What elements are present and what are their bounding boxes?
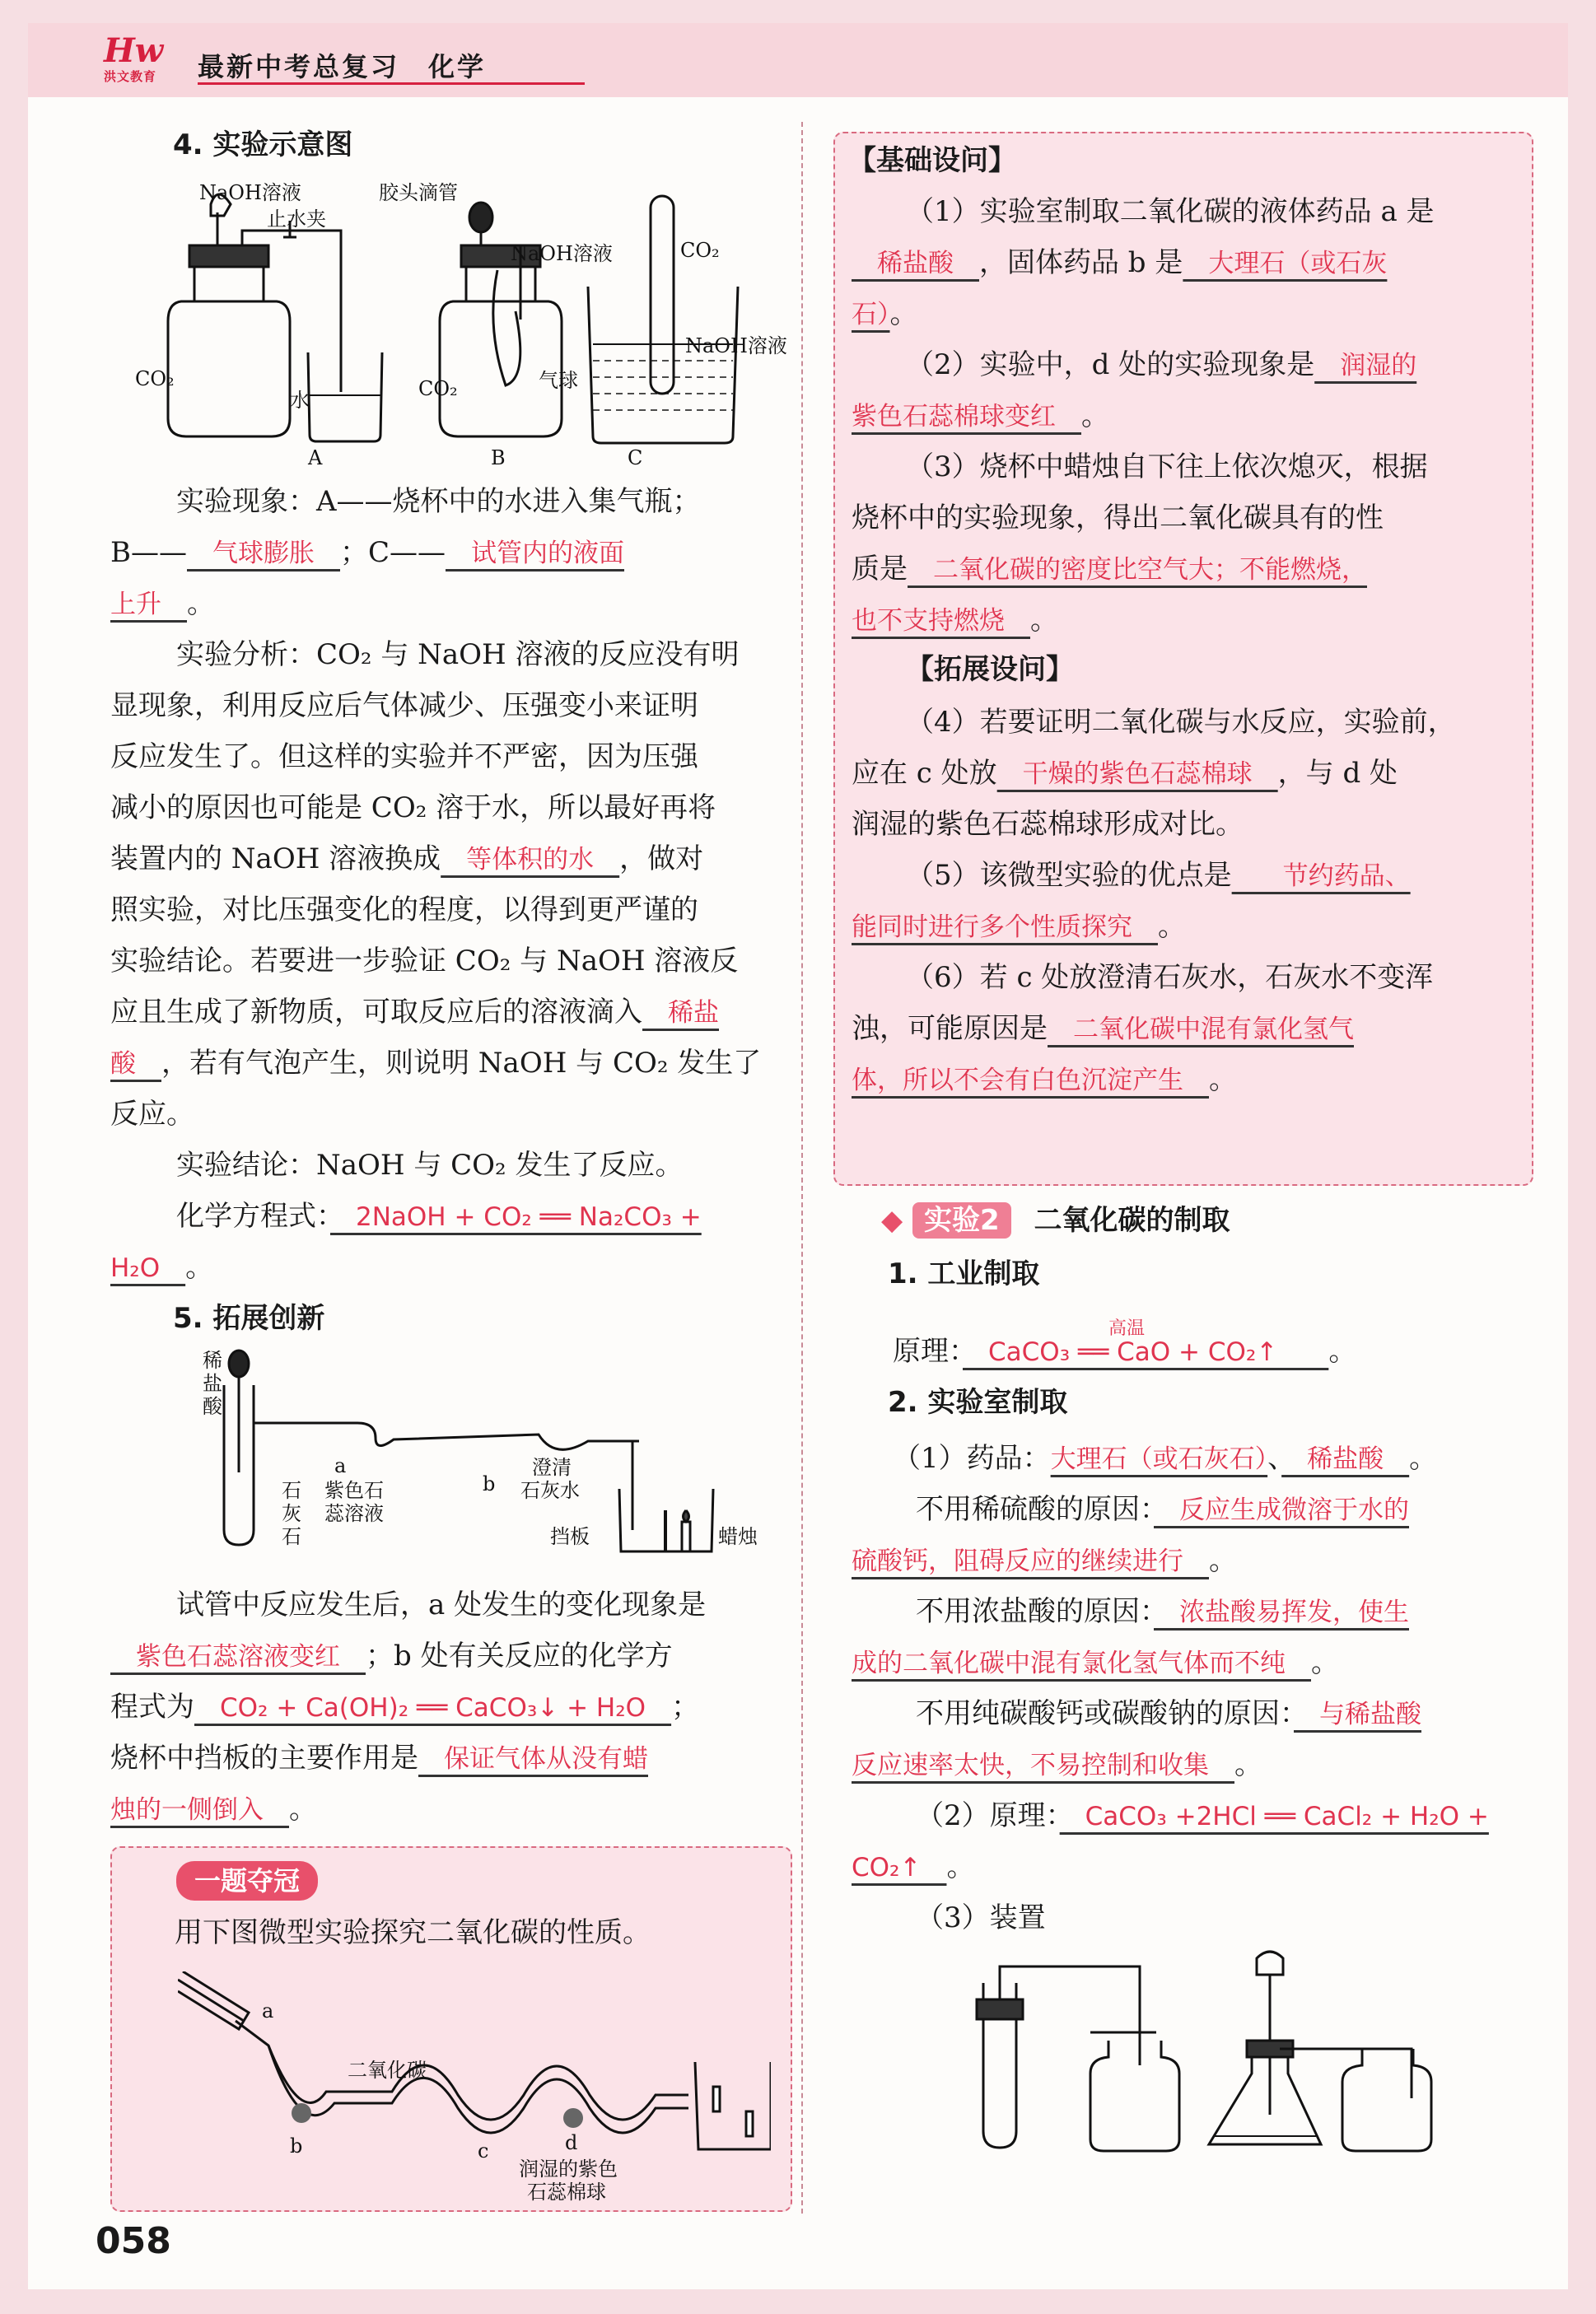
- micro-co2: 二氧化碳: [348, 2059, 427, 2082]
- q5-line-2: 紫色石蕊溶液变红 ；b 处有关反应的化学方: [110, 1640, 673, 1673]
- rq6-line-3: 体，所以不会有白色沉淀产生 。: [852, 1063, 1237, 1096]
- answer-liquid-rise-b: 上升: [110, 590, 187, 619]
- rq6-line-2: 浊，可能原因是 二氧化碳中混有氯化氢气: [852, 1012, 1354, 1045]
- industrial-principle: 原理： CaCO₃ ══ CaO + CO₂↑ 。: [893, 1335, 1357, 1368]
- rq3-line-2: 烧杯中的实验现象，得出二氧化碳具有的性: [852, 502, 1384, 534]
- answer-hcl-b: 酸: [110, 1049, 161, 1079]
- fig5-litmus-1: 紫色石: [324, 1479, 384, 1502]
- phenomenon-line-3: 上升 。: [110, 587, 215, 620]
- analysis-line-2: 显现象，利用反应后气体减少、压强变小来证明: [110, 689, 698, 722]
- answer-limewater-equation: CO₂ + Ca(OH)₂ ══ CaCO₃↓ + H₂O: [194, 1693, 672, 1723]
- header-underline: [198, 82, 585, 85]
- device-label: （3）装置: [916, 1901, 1046, 1934]
- section-4-title: 4. 实验示意图: [173, 128, 353, 161]
- analysis-line-6: 照实验，对比压强变化的程度，以得到更严谨的: [110, 893, 698, 926]
- micro-b: b: [290, 2134, 303, 2158]
- fig5-litmus-2: 蕊溶液: [324, 1502, 384, 1525]
- fig-a-clamp-label: 止水夹: [267, 208, 326, 231]
- fig5-acid-1: 稀: [203, 1349, 222, 1372]
- micro-c: c: [478, 2139, 489, 2162]
- rq5-line-2: 能同时进行多个性质探究 。: [852, 910, 1186, 943]
- fig-c-naoh-label: NaOH溶液: [685, 334, 787, 357]
- answer-equation-a: 2NaOH + CO₂ ══ Na₂CO₃ +: [330, 1202, 702, 1232]
- section-5-title: 5. 拓展创新: [173, 1302, 325, 1335]
- q5-line-5: 烛的一侧倒入 。: [110, 1793, 317, 1826]
- drop-icon: ◆: [881, 1204, 903, 1237]
- answer-density-b: 也不支持燃烧: [852, 606, 1030, 636]
- champion-question: 用下图微型实验探究二氧化碳的性质。: [175, 1916, 651, 1949]
- fig-b-caption: B: [491, 446, 506, 469]
- fig-a-co2-label: CO₂: [135, 367, 175, 390]
- fig5-candle: 蜡烛: [718, 1525, 758, 1548]
- lab-title: 2. 实验室制取: [888, 1386, 1068, 1419]
- extended-questions-tag: 【拓展设问】: [906, 653, 1074, 686]
- champion-tag: 一题夺冠: [176, 1861, 318, 1901]
- reason-3-line-1: 不用纯碳酸钙或碳酸钠的原因： 与稀盐酸: [916, 1697, 1421, 1730]
- figure-abc-apparatus: [135, 180, 794, 476]
- analysis-line-3: 反应发生了。但这样的实验并不严密，因为压强: [110, 740, 698, 773]
- figure-lab-device: [967, 1950, 1494, 2164]
- answer-liquid-rise-a: 试管内的液面: [446, 539, 625, 568]
- rq1-line-3: 石）。: [852, 297, 918, 330]
- fig5-baffle: 挡板: [550, 1525, 590, 1548]
- conclusion-line: 实验结论：NaOH 与 CO₂ 发生了反应。: [176, 1149, 684, 1182]
- analysis-line-4: 减小的原因也可能是 CO₂ 溶于水，所以最好再将: [110, 791, 716, 824]
- column-divider: [801, 122, 803, 2214]
- reason-1-line-1: 不用稀硫酸的原因： 反应生成微溶于水的: [916, 1493, 1409, 1526]
- answer-marble-drug: 大理石（或石灰石）: [1050, 1444, 1268, 1474]
- principle-line-2: CO₂↑ 。: [852, 1850, 975, 1883]
- fig-c-co2-label: CO₂: [680, 239, 720, 262]
- answer-litmus-red: 紫色石蕊溶液变红: [110, 1642, 366, 1672]
- fig-a-water-label: 水: [290, 389, 310, 412]
- equation-line-1: 化学方程式： 2NaOH + CO₂ ══ Na₂CO₃ +: [176, 1200, 702, 1233]
- experiment-2-heading: [881, 1197, 1230, 1238]
- analysis-line-1: 实验分析：CO₂ 与 NaOH 溶液的反应没有明: [176, 638, 740, 671]
- answer-r3-b: 反应速率太快，不易控制和收集: [852, 1751, 1234, 1780]
- answer-hcl-gas-a: 二氧化碳中混有氯化氢气: [1048, 1015, 1354, 1044]
- rq1-line-2: 稀盐酸 ，固体药品 b 是 大理石（或石灰: [852, 246, 1388, 279]
- industrial-title: 1. 工业制取: [888, 1257, 1040, 1290]
- fig5-a: a: [334, 1454, 347, 1477]
- phenomenon-line-2: B—— 气球膨胀 ；C—— 试管内的液面: [110, 536, 625, 569]
- page-sheet: [28, 23, 1568, 2289]
- fig-c-caption: C: [628, 446, 643, 469]
- answer-lab-equation-b: CO₂↑: [852, 1853, 947, 1882]
- answer-baffle-a: 保证气体从没有蜡: [418, 1744, 648, 1774]
- fig-a-naoh-label: NaOH溶液: [199, 181, 301, 204]
- rq3-line-3: 质是 二氧化碳的密度比空气大；不能燃烧，: [852, 553, 1367, 585]
- answer-d-red-b: 紫色石蕊棉球变红: [852, 402, 1081, 432]
- figure-micro-experiment: [178, 1971, 771, 2202]
- basic-questions-tag: 【基础设问】: [848, 144, 1016, 177]
- rq3-line-4: 也不支持燃烧 。: [852, 604, 1058, 637]
- phenomenon-line-1: 实验现象：A——烧杯中的水进入集气瓶；: [176, 485, 701, 518]
- answer-density-a: 二氧化碳的密度比空气大；不能燃烧，: [908, 555, 1367, 585]
- high-temp-condition: 高温: [1108, 1318, 1146, 1339]
- analysis-line-9: 酸 ，若有气泡产生，则说明 NaOH 与 CO₂ 发生了: [110, 1047, 762, 1080]
- analysis-line-5: 装置内的 NaOH 溶液换成 等体积的水 ，做对: [110, 842, 704, 875]
- fig5-limewater-1: 澄清: [532, 1456, 572, 1479]
- fig-b-balloon-label: 气球: [539, 369, 578, 392]
- answer-marble-b: 石）: [852, 300, 890, 329]
- rq1-line-1: （1）实验室制取二氧化碳的液体药品 a 是: [906, 195, 1435, 228]
- logo-mark: Hw: [104, 31, 164, 70]
- experiment-2-title: 二氧化碳的制取: [1034, 1204, 1230, 1237]
- analysis-line-8: 应且生成了新物质，可取反应后的溶液滴入 稀盐: [110, 996, 719, 1029]
- rq5-line-1: （5）该微型实验的优点是 节约药品、: [906, 859, 1411, 892]
- micro-a: a: [262, 1999, 274, 2022]
- book-title: 最新中考总复习 化学: [198, 51, 487, 82]
- answer-baffle-b: 烛的一侧倒入: [110, 1795, 289, 1825]
- fig5-lime-1: 石: [282, 1479, 301, 1502]
- answer-decomposition: CaCO₃ ══ CaO + CO₂↑: [963, 1337, 1329, 1367]
- rq4-line-3: 润湿的紫色石蕊棉球形成对比。: [852, 808, 1244, 841]
- analysis-line-7: 实验结论。若要进一步验证 CO₂ 与 NaOH 溶液反: [110, 945, 739, 977]
- micro-cotton-2: 石蕊棉球: [527, 2181, 606, 2202]
- answer-balloon: 气球膨胀: [187, 539, 340, 568]
- experiment-2-pill: 实验2: [912, 1202, 1011, 1239]
- answer-dilute-hcl: 稀盐酸: [852, 249, 979, 278]
- rq2-line-1: （2）实验中，d 处的实验现象是 润湿的: [906, 348, 1417, 381]
- principle-line-1: （2）原理： CaCO₃ +2HCl ══ CaCl₂ + H₂O +: [916, 1799, 1489, 1832]
- champion-question-box: [110, 1846, 792, 2212]
- answer-r2-b: 成的二氧化碳中混有氯化氢气体而不纯: [852, 1649, 1311, 1678]
- page-header: [28, 23, 1568, 97]
- fig5-acid-2: 盐: [203, 1372, 222, 1395]
- rq6-line-1: （6）若 c 处放澄清石灰水，石灰水不变浑: [906, 961, 1434, 994]
- answer-advantage-b: 能同时进行多个性质探究: [852, 912, 1158, 942]
- figure-extension-apparatus: [160, 1349, 769, 1563]
- fig5-b: b: [483, 1472, 496, 1495]
- answer-equation-b: H₂O: [110, 1253, 186, 1283]
- answer-equal-water: 等体积的水: [441, 845, 620, 875]
- answer-hcl-a: 稀盐: [642, 998, 719, 1028]
- reason-2-line-2: 成的二氧化碳中混有氯化氢气体而不纯 。: [852, 1646, 1339, 1679]
- answer-r2-a: 浓盐酸易挥发，使生: [1154, 1598, 1409, 1627]
- q5-line-3: 程式为 CO₂ + Ca(OH)₂ ══ CaCO₃↓ + H₂O ；: [110, 1691, 700, 1724]
- q5-line-4: 烧杯中挡板的主要作用是 保证气体从没有蜡: [110, 1742, 648, 1775]
- fig5-acid-3: 酸: [203, 1395, 222, 1418]
- reason-1-line-2: 硫酸钙，阻碍反应的继续进行 。: [852, 1544, 1237, 1577]
- rq2-line-2: 紫色石蕊棉球变红 。: [852, 399, 1109, 432]
- page-number: 058: [96, 2220, 171, 2262]
- micro-d: d: [565, 2131, 578, 2154]
- fig5-lime-2: 灰: [282, 1502, 301, 1525]
- analysis-line-10: 反应。: [110, 1098, 194, 1131]
- fig5-lime-3: 石: [282, 1525, 301, 1548]
- rq4-line-2: 应在 c 处放 干燥的紫色石蕊棉球 ，与 d 处: [852, 757, 1398, 790]
- micro-cotton-1: 润湿的紫色: [519, 2158, 618, 2181]
- answer-marble-a: 大理石（或石灰: [1183, 249, 1388, 278]
- reason-3-line-2: 反应速率太快，不易控制和收集 。: [852, 1748, 1262, 1781]
- fig-b-dropper-label: 胶头滴管: [379, 181, 458, 204]
- answer-lab-equation-a: CaCO₃ +2HCl ══ CaCl₂ + H₂O +: [1059, 1802, 1489, 1831]
- answer-r1-b: 硫酸钙，阻碍反应的继续进行: [852, 1547, 1209, 1576]
- fig-b-naoh-label: NaOH溶液: [511, 242, 613, 265]
- answer-advantage-a: 节约药品、: [1231, 861, 1411, 891]
- fig-a-caption: A: [308, 446, 323, 469]
- logo-brand: 洪文教育: [104, 69, 157, 84]
- q5-line-1: 试管中反应发生后，a 处发生的变化现象是: [176, 1589, 707, 1621]
- answer-dilute-hcl-drug: 稀盐酸: [1281, 1444, 1410, 1474]
- drug-line: （1）药品：大理石（或石灰石）、 稀盐酸 。: [893, 1442, 1438, 1475]
- answer-dry-litmus: 干燥的紫色石蕊棉球: [996, 759, 1278, 789]
- fig5-limewater-2: 石灰水: [520, 1479, 580, 1502]
- rq4-line-1: （4）若要证明二氧化碳与水反应，实验前，: [906, 706, 1456, 739]
- answer-d-red-a: 润湿的: [1314, 351, 1417, 380]
- answer-r3-a: 与稀盐酸: [1294, 1700, 1421, 1729]
- reason-2-line-1: 不用浓盐酸的原因： 浓盐酸易挥发，使生: [916, 1595, 1409, 1628]
- answer-hcl-gas-b: 体，所以不会有白色沉淀产生: [852, 1066, 1209, 1095]
- rq3-line-1: （3）烧杯中蜡烛自下往上依次熄灭，根据: [906, 450, 1428, 483]
- equation-line-2: H₂O 。: [110, 1251, 214, 1284]
- fig-b-co2-label: CO₂: [418, 377, 458, 400]
- answer-r1-a: 反应生成微溶于水的: [1154, 1495, 1409, 1525]
- publisher-logo: [104, 31, 203, 89]
